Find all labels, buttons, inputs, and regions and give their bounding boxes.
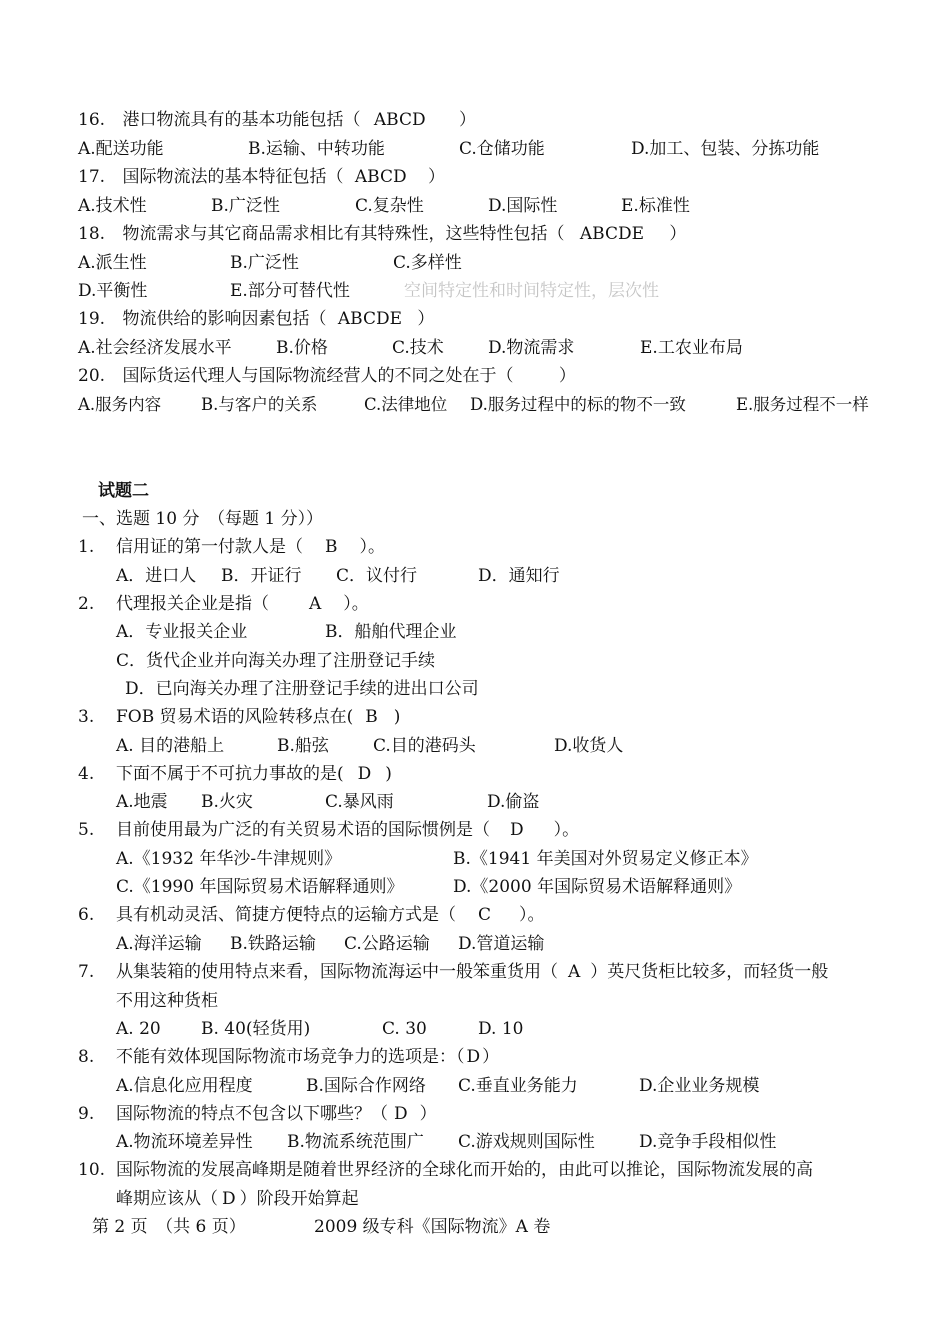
option: B.《1941 年美国对外贸易定义修正本》 xyxy=(453,849,758,869)
option: B.与客户的关系 xyxy=(201,395,318,414)
option: A.物流环境差异性 xyxy=(116,1132,253,1152)
options-18a xyxy=(78,252,462,274)
option: D.服务过程中的标的物不一致 xyxy=(470,395,686,414)
bracket: ） xyxy=(459,110,476,130)
options-5a xyxy=(116,848,758,870)
question-10 xyxy=(78,1159,813,1181)
option: B.火灾 xyxy=(201,792,253,812)
question-number: 18. xyxy=(78,224,106,244)
option: B.国际合作网络 xyxy=(306,1076,426,1096)
option: D. 10 xyxy=(478,1019,524,1039)
answer-text: ABCDE xyxy=(579,224,644,244)
option: D.偷盗 xyxy=(487,792,540,812)
bracket: ) xyxy=(385,764,392,784)
answer-text: D xyxy=(394,1104,408,1124)
section-title: 试题二 xyxy=(98,481,149,501)
option: C.垂直业务能力 xyxy=(458,1076,578,1096)
question-stem: 国际货运代理人与国际物流经营人的不同之处在于（ xyxy=(122,366,514,386)
answer-text: ABCD xyxy=(373,110,426,130)
question-number: 9. xyxy=(78,1104,95,1124)
option: C.暴风雨 xyxy=(325,792,394,812)
answer-text: D xyxy=(357,764,372,784)
question-number: 4. xyxy=(78,764,95,784)
question-4 xyxy=(78,763,392,785)
option: E.标准性 xyxy=(621,196,690,216)
options-1 xyxy=(116,565,560,587)
question-18 xyxy=(78,223,686,245)
question-9 xyxy=(78,1103,437,1125)
question-19 xyxy=(78,308,434,330)
option: D.平衡性 xyxy=(78,281,148,301)
options-6 xyxy=(116,933,545,955)
option: E.服务过程不一样 xyxy=(736,395,869,414)
option: A.信息化应用程度 xyxy=(116,1076,253,1096)
question-stem: 具有机动灵活、简捷方便特点的运输方式是（ xyxy=(116,905,456,925)
bracket: ）。 xyxy=(359,537,385,557)
option: E.部分可替代性 xyxy=(230,281,350,301)
question-stem: 物流供给的影响因素包括（ xyxy=(122,309,327,329)
options-18b xyxy=(78,280,659,302)
question-stem: 不能有效体现国际物流市场竞争力的选项是：（ xyxy=(116,1047,465,1067)
bracket: ）。 xyxy=(553,820,580,840)
option: A.服务内容 xyxy=(78,395,162,414)
question-number: 10. xyxy=(78,1160,106,1180)
question-10-line2 xyxy=(116,1188,359,1210)
options-8 xyxy=(116,1075,760,1097)
page-footer xyxy=(92,1216,551,1238)
question-stem: 国际物流的特点不包含以下哪些？（ xyxy=(116,1104,388,1124)
answer-text: ABCDE xyxy=(337,309,402,329)
option: D.企业业务规模 xyxy=(639,1076,760,1096)
answer-text: A xyxy=(568,962,581,982)
option: C. 30 xyxy=(382,1019,427,1039)
question-number: 16. xyxy=(78,110,106,130)
options-7 xyxy=(116,1018,524,1040)
option: C.法律地位 xyxy=(364,395,448,414)
option: C.公路运输 xyxy=(344,934,430,954)
option: A. 目的港船上 xyxy=(116,736,225,756)
bracket: ） xyxy=(428,167,445,187)
options-2a xyxy=(116,621,457,643)
option: B.价格 xyxy=(276,338,328,358)
option: C.仓储功能 xyxy=(459,139,545,159)
option: D.物流需求 xyxy=(488,338,575,358)
question-stem-cont: ）阶段开始算起 xyxy=(239,1189,359,1209)
answer-text: D xyxy=(222,1189,236,1209)
bracket: ） xyxy=(417,309,435,329)
answer-text: D xyxy=(510,820,524,840)
option: D.国际性 xyxy=(488,196,558,216)
option: B.铁路运输 xyxy=(230,934,316,954)
question-7-line2: 不用这种货柜 xyxy=(116,991,218,1011)
question-7 xyxy=(78,961,829,983)
option: C.游戏规则国际性 xyxy=(458,1132,595,1152)
bracket: ） xyxy=(419,1104,437,1124)
question-stem: 港口物流具有的基本功能包括（ xyxy=(122,110,361,130)
answer-text: ABCD xyxy=(354,167,407,187)
option: D.收货人 xyxy=(554,736,624,756)
option: B．船舶代理企业 xyxy=(325,622,457,642)
option: B.运输、中转功能 xyxy=(248,139,385,159)
option: B.船弦 xyxy=(277,736,329,756)
answer-text: A xyxy=(309,594,322,614)
option: C.目的港码头 xyxy=(373,736,476,756)
faint-note: 空间特定性和时间特定性，层次性 xyxy=(404,281,659,301)
question-stem: 下面不属于不可抗力事故的是( xyxy=(116,764,344,784)
question-stem: 信用证的第一付款人是（ xyxy=(116,537,303,557)
option: C.技术 xyxy=(392,338,444,358)
option: C．议付行 xyxy=(336,566,418,586)
page-number: 第 2 页 （共 6 页） xyxy=(92,1217,246,1237)
answer-text: D xyxy=(466,1047,481,1067)
option: E.工农业布局 xyxy=(640,338,743,358)
bracket: ） xyxy=(558,366,576,386)
bracket: ）。 xyxy=(343,594,369,614)
question-number: 17. xyxy=(78,167,106,187)
question-stem: 目前使用最为广泛的有关贸易术语的国际惯例是（ xyxy=(116,820,490,840)
option: D.管道运输 xyxy=(458,934,545,954)
option: D.加工、包装、分拣功能 xyxy=(631,139,820,159)
bracket: ）。 xyxy=(519,905,545,925)
question-2 xyxy=(78,593,369,615)
option: A.派生性 xyxy=(78,253,147,273)
option: A.配送功能 xyxy=(78,139,164,159)
question-6 xyxy=(78,904,545,926)
question-stem: 从集装箱的使用特点来看，国际物流海运中一般笨重货用（ xyxy=(116,962,558,982)
bracket: ） xyxy=(482,1047,500,1067)
options-5b xyxy=(116,876,742,898)
question-17 xyxy=(78,166,445,188)
question-stem: 峰期应该从（ xyxy=(116,1189,218,1209)
question-stem: 国际物流法的基本特征包括（ xyxy=(122,167,344,187)
option: C.复杂性 xyxy=(355,196,424,216)
option: A. 20 xyxy=(116,1019,161,1039)
answer-text: B xyxy=(325,537,338,557)
exam-title: 2009 级专科《国际物流》A 卷 xyxy=(314,1217,551,1237)
question-16 xyxy=(78,109,476,131)
option: D.《2000 年国际贸易术语解释通则》 xyxy=(453,877,742,897)
option: B. 40(轻货用) xyxy=(201,1019,311,1039)
question-5 xyxy=(78,819,580,841)
options-20 xyxy=(78,394,869,416)
question-1 xyxy=(78,536,385,558)
option: A.社会经济发展水平 xyxy=(78,338,232,358)
bracket: ） xyxy=(669,224,687,244)
option: A.《1932 年华沙-牛津规则》 xyxy=(116,849,342,869)
question-number: 1. xyxy=(78,537,95,557)
option: A.地震 xyxy=(116,792,168,812)
option: C.多样性 xyxy=(393,253,462,273)
option: A.技术性 xyxy=(78,196,147,216)
options-3 xyxy=(116,735,624,757)
option: D.竞争手段相似性 xyxy=(639,1132,777,1152)
option: C.《1990 年国际贸易术语解释通则》 xyxy=(116,877,404,897)
question-stem: 物流需求与其它商品需求相比有其特殊性，这些特性包括（ xyxy=(122,224,565,244)
question-stem: FOB 贸易术语的风险转移点在( xyxy=(116,707,354,727)
question-stem-cont: ）英尺货柜比较多，而轻货一般 xyxy=(590,962,829,982)
option: B.广泛性 xyxy=(230,253,299,273)
answer-text: C xyxy=(478,905,492,925)
options-4 xyxy=(116,791,540,813)
option: A．专业报关企业 xyxy=(116,622,248,642)
options-2c: D．已向海关办理了注册登记手续的进出口公司 xyxy=(125,679,479,699)
options-9 xyxy=(116,1131,777,1153)
options-16 xyxy=(78,138,820,160)
answer-text: B xyxy=(365,707,378,727)
question-number: 6. xyxy=(78,905,95,925)
options-19 xyxy=(78,337,743,359)
question-number: 20. xyxy=(78,366,106,386)
question-number: 2. xyxy=(78,594,95,614)
question-stem: 代理报关企业是指（ xyxy=(116,594,269,614)
option: A．进口人 xyxy=(116,566,197,586)
option: D．通知行 xyxy=(478,566,560,586)
question-3 xyxy=(78,706,401,728)
option: B.广泛性 xyxy=(211,196,280,216)
options-17 xyxy=(78,195,690,217)
options-2b: C．货代企业并向海关办理了注册登记手续 xyxy=(116,651,436,671)
question-number: 8. xyxy=(78,1047,95,1067)
option: B.物流系统范围广 xyxy=(287,1132,424,1152)
option: B．开证行 xyxy=(221,566,302,586)
question-number: 5. xyxy=(78,820,95,840)
question-stem: 国际物流的发展高峰期是随着世界经济的全球化而开始的，由此可以推论，国际物流发展的高 xyxy=(116,1160,813,1180)
question-20 xyxy=(78,365,576,387)
question-number: 19. xyxy=(78,309,106,329)
question-number: 3. xyxy=(78,707,95,727)
question-number: 7. xyxy=(78,962,95,982)
question-8 xyxy=(78,1046,500,1068)
option: A.海洋运输 xyxy=(116,934,202,954)
bracket: ) xyxy=(393,707,401,727)
section-heading: 一、选题 10 分 （每题 1 分）） xyxy=(82,509,324,529)
